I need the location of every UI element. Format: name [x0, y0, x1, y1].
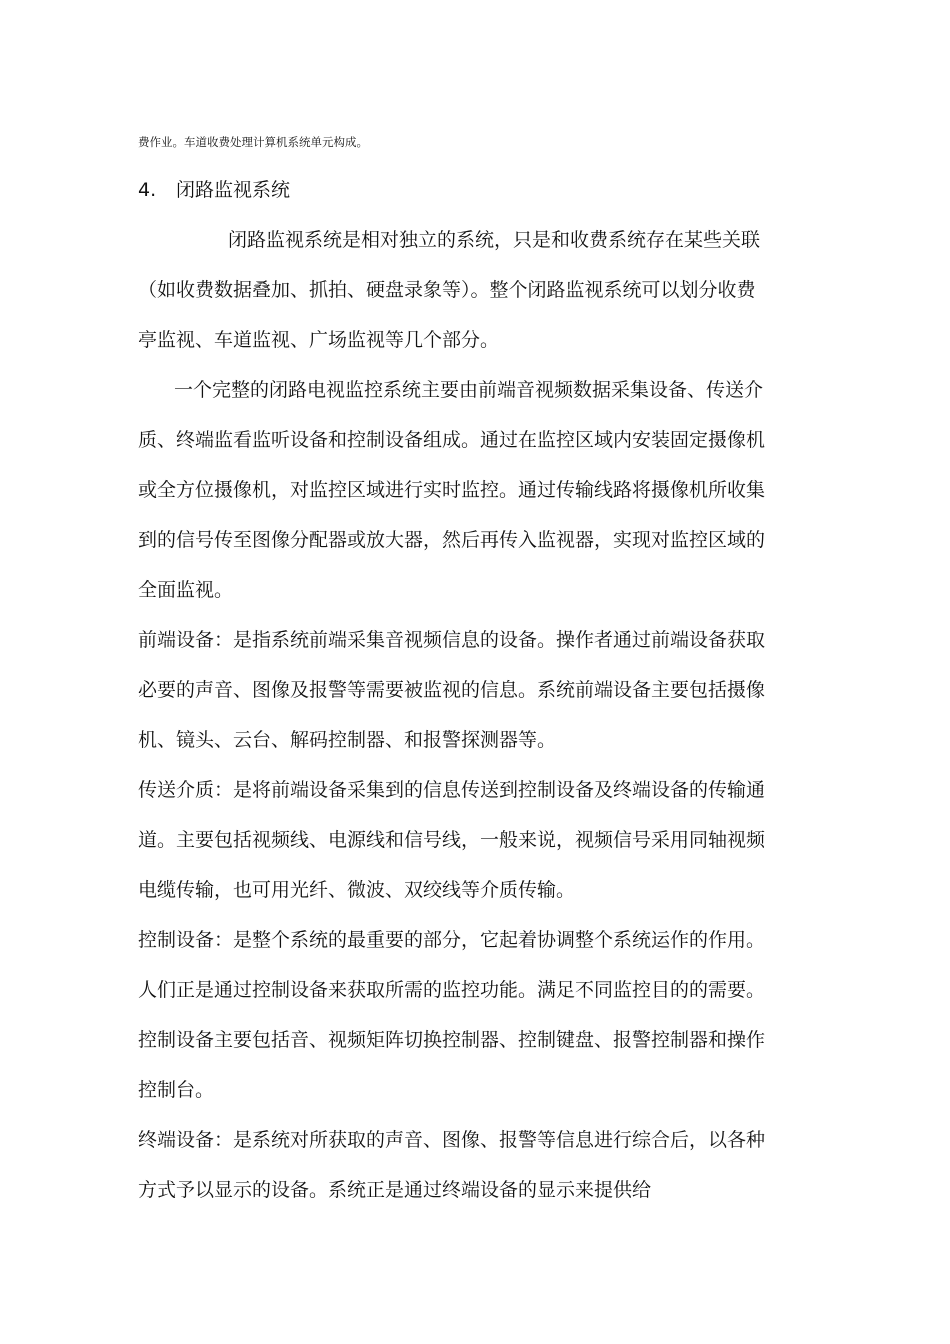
paragraph-6-line-1: 终端设备：是系统对所获取的声音、图像、报警等信息进行综合后，以各种: [138, 1129, 766, 1151]
paragraph-4-line-3: 电缆传输，也可用光纤、微波、双绞线等介质传输。: [138, 879, 576, 901]
paragraph-1-line-2: （如收费数据叠加、抓拍、硬盘录象等）。整个闭路监视系统可以划分收费: [138, 279, 756, 301]
paragraph-2-line-4: 到的信号传至图像分配器或放大器，然后再传入监视器，实现对监控区域的: [138, 529, 766, 551]
paragraph-3-line-2: 必要的声音、图像及报警等需要被监视的信息。系统前端设备主要包括摄像: [138, 679, 766, 701]
paragraph-2-line-3: 或全方位摄像机，对监控区域进行实时监控。通过传输线路将摄像机所收集: [138, 479, 766, 501]
paragraph-2-line-2: 质、终端监看监听设备和控制设备组成。通过在监控区域内安装固定摄像机: [138, 429, 766, 451]
paragraph-4-line-1: 传送介质：是将前端设备采集到的信息传送到控制设备及终端设备的传输通: [138, 779, 766, 801]
paragraph-1-line-3: 亭监视、车道监视、广场监视等几个部分。: [138, 329, 500, 351]
paragraph-4-line-2: 道。主要包括视频线、电源线和信号线，一般来说，视频信号采用同轴视频: [138, 829, 766, 851]
paragraph-5-line-2: 人们正是通过控制设备来获取所需的监控功能。满足不同监控目的的需要。: [138, 979, 766, 1001]
paragraph-3-line-3: 机、镜头、云台、解码控制器、和报警探测器等。: [138, 729, 557, 751]
paragraph-2-line-1: 一个完整的闭路电视监控系统主要由前端音视频数据采集设备、传送介: [174, 379, 764, 401]
paragraph-5-line-1: 控制设备：是整个系统的最重要的部分，它起着协调整个系统运作的作用。: [138, 929, 766, 951]
top-fragment: 费作业。车道收费处理计算机系统单元构成。: [138, 135, 368, 149]
paragraph-5-line-3: 控制设备主要包括音、视频矩阵切换控制器、控制键盘、报警控制器和操作: [138, 1029, 766, 1051]
section-title: 闭路监视系统: [176, 179, 291, 201]
section-number: 4.: [138, 179, 157, 201]
paragraph-1-line-1: 闭路监视系统是相对独立的系统，只是和收费系统存在某些关联: [228, 229, 761, 251]
paragraph-5-line-4: 控制台。: [138, 1079, 215, 1101]
paragraph-3-line-1: 前端设备：是指系统前端采集音视频信息的设备。操作者通过前端设备获取: [138, 629, 766, 651]
paragraph-2-line-5: 全面监视。: [138, 579, 234, 601]
paragraph-6-line-2: 方式予以显示的设备。系统正是通过终端设备的显示来提供给: [138, 1179, 652, 1201]
